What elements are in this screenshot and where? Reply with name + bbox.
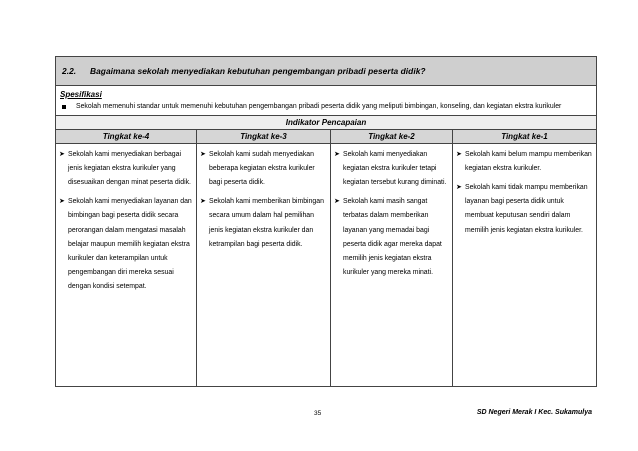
indicator-text: Sekolah kami belum mampu memberikan kegiatan ekstra kurikuler. — [465, 150, 592, 172]
indicator-text: Sekolah kami sudah menyediakan beberapa kegiatan ekstra kurikuler bagi peserta didik. — [209, 150, 315, 186]
level-header: Tingkat ke-2 — [331, 130, 452, 144]
indicator-item — [200, 195, 327, 252]
indicator-item — [200, 148, 327, 191]
level-header: Tingkat ke-1 — [453, 130, 596, 144]
square-bullet-icon — [62, 105, 66, 109]
section-heading — [56, 57, 596, 86]
footer-school-name: SD Negeri Merak I Kec. Sukamulya — [476, 409, 592, 416]
arrow-bullet-icon: ➤ — [456, 150, 462, 158]
arrow-bullet-icon: ➤ — [59, 150, 65, 158]
indicator-item — [334, 148, 449, 191]
indicator-title: Indikator Pencapaian — [56, 116, 596, 130]
indicator-item — [456, 181, 593, 238]
level-header: Tingkat ke-3 — [197, 130, 330, 144]
arrow-bullet-icon: ➤ — [334, 150, 340, 158]
level-column-3 — [197, 130, 331, 386]
level-column-2 — [331, 130, 453, 386]
arrow-bullet-icon: ➤ — [200, 198, 206, 206]
arrow-bullet-icon: ➤ — [59, 198, 65, 206]
indicator-text: Sekolah kami menyediakan berbagai jenis kegiatan ekstra kurikuler yang disesuaikan dengan minat peserta didik. — [68, 150, 191, 186]
level-body — [56, 144, 196, 386]
arrow-bullet-icon: ➤ — [334, 198, 340, 206]
indicator-text: Sekolah kami menyediakan kegiatan ekstra kurikuler tetapi kegiatan tersebut kurang diminati. — [343, 150, 447, 186]
page-number: 35 — [314, 410, 322, 417]
specification-block — [56, 86, 596, 116]
specification-title: Spesifikasi — [60, 90, 102, 99]
indicator-table — [55, 56, 597, 387]
arrow-bullet-icon: ➤ — [200, 150, 206, 158]
indicator-item — [334, 195, 449, 280]
level-body — [331, 144, 452, 386]
indicator-text: Sekolah kami masih sangat terbatas dalam memberikan layanan yang memadai bagi peserta didik agar mereka dapat memilih jenis kegiatan ekstra kurikuler yang mereka minati. — [343, 198, 442, 277]
specification-text: Sekolah memenuhi standar untuk memenuhi kebutuhan pengembangan pribadi peserta didik yang meliputi bimbingan, konseling, dan kegiatan ekstra kurikuler — [76, 103, 562, 110]
indicator-item — [59, 148, 193, 191]
indicator-item — [59, 195, 193, 294]
level-column-4 — [56, 130, 197, 386]
level-body — [453, 144, 596, 386]
indicator-text: Sekolah kami menyediakan layanan dan bimbingan bagi peserta didik secara perorangan dalam mengatasi masalah belajar maupun memilih kegiatan ekstra kurikuler dan keterampilan untuk pengembangan diri mereka sesuai dengan kondisi setempat. — [68, 198, 192, 291]
indicator-text: Sekolah kami tidak mampu memberikan layanan bagi peserta didik untuk membuat keputusan sendiri dalam memilih jenis kegiatan ekstra kurikuler. — [465, 183, 588, 234]
level-header: Tingkat ke-4 — [56, 130, 196, 144]
section-question: Bagaimana sekolah menyediakan kebutuhan pengembangan pribadi peserta didik? — [90, 66, 426, 76]
section-number: 2.2. — [62, 66, 77, 76]
indicator-item — [456, 148, 593, 176]
level-body — [197, 144, 330, 386]
specification-item — [60, 101, 592, 113]
indicator-text: Sekolah kami memberikan bimbingan secara umum dalam hal pemilihan jenis kegiatan ekstra kurikuler dan ketrampilan bagi peserta didik. — [209, 198, 324, 248]
level-column-1 — [453, 130, 596, 386]
level-columns — [56, 130, 596, 386]
arrow-bullet-icon: ➤ — [456, 183, 462, 191]
